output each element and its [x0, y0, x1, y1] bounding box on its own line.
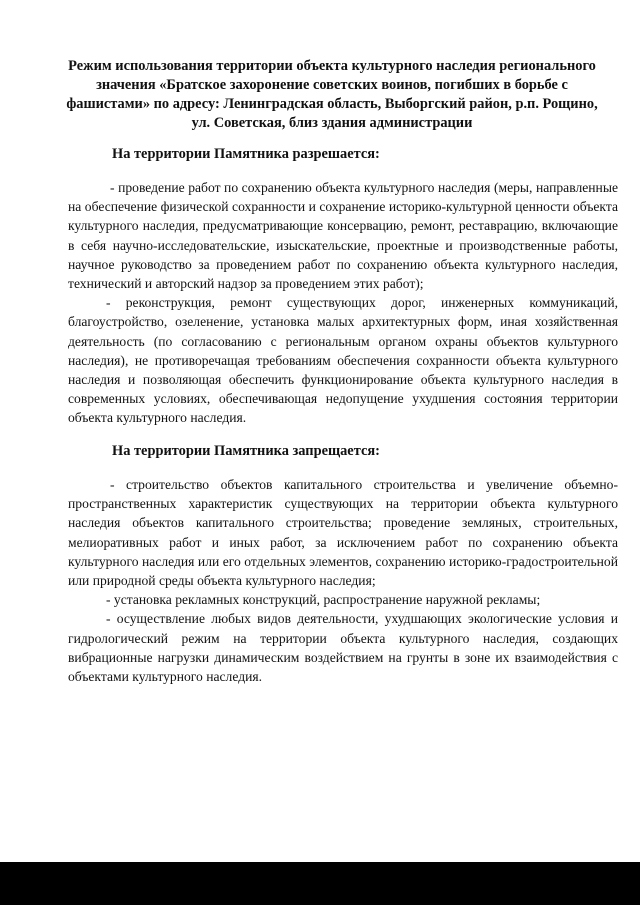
forbidden-item-advertising: - установка рекламных конструкций, распространение наружной рекламы; [106, 592, 541, 608]
scan-bottom-border [0, 862, 640, 905]
allowed-section [68, 178, 618, 428]
forbidden-heading: На территории Памятника запрещается: [112, 443, 380, 459]
forbidden-item-construction: - строительство объектов капитального строительства и увеличение объемно-пространственных характеристик существующих на территории объекта культурного наследия объектов капитального строительства; проведение земляных, строительных, мелиоративных работ и иных работ, за исключением работ по сохранению объекта культурного наследия или его отдельных элементов, сохранению историко-градостроительной или природной среды объекта культурного наследия; [68, 477, 618, 589]
allowed-heading: На территории Памятника разрешается: [112, 146, 380, 162]
forbidden-item-harmful-activity: - осуществление любых видов деятельности, ухудшающих экологические условия и гидрологический режим на территории объекта культурного наследия, создающих вибрационные нагрузки динамическим воздействием на грунты в зоне их взаимодействия с объектами культурного наследия. [68, 611, 618, 685]
allowed-item-reconstruction: - реконструкция, ремонт существующих дорог, инженерных коммуникаций, благоустройство, озеленение, установка малых архитектурных форм, иная хозяйственная деятельность (по согласованию с региональным органом охраны объектов культурного наследия), не противоречащая требованиям обеспечения сохранности объекта культурного наследия и позволяющая обеспечить функционирование объекта культурного наследия в современных условиях, обеспечивающая недопущение ухудшения состояния территории объекта культурного наследия. [68, 295, 618, 426]
forbidden-section [68, 475, 618, 686]
document-title: Режим использования территории объекта культурного наследия регионального значения «Братское захоронение советских воинов, погибших в борьбе с фашистами» по адресу: Ленинградская область, Выборгский район, р.п. Рощино, ул. Советская, близ здания администрации [66, 58, 598, 131]
allowed-item-preservation-works: - проведение работ по сохранению объекта культурного наследия (меры, направленные на обеспечение физической сохранности и сохранение историко-культурной ценности объекта культурного наследия, предусматривающие консервацию, ремонт, реставрацию, включающие в себя научно-исследовательские, изыскательские, проектные и производственные работы, научное руководство за проведением работ по сохранению объекта культурного наследия, технический и авторский надзор за проведением этих работ); [68, 180, 618, 292]
